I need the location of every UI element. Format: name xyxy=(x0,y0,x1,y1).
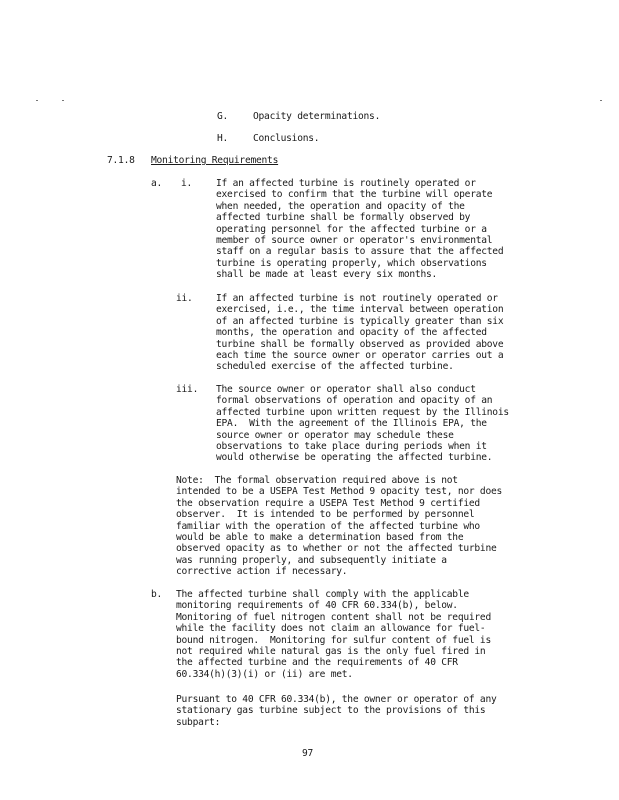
scan-mark xyxy=(62,100,64,101)
subitem-paragraph: The source owner or operator shall also conduct formal observations of operation and opacity of an affected turbine upon written request by the Illinois EPA. With the agreement of the Illinois EPA, the source owner or operator may schedule these observations to take place during periods when it would otherwise be operating the affected turbine. xyxy=(216,384,509,464)
subitem-paragraph: If an affected turbine is not routinely operated or exercised, i.e., the time interval between operation of an affected turbine is typically greater than six months, the operation and opacity of the affected turbine shall be formally observed as provided above each time the source owner or operator carries out a scheduled exercise of the affected turbine. xyxy=(216,293,504,373)
item-letter: a. xyxy=(151,178,163,189)
page-number: 97 xyxy=(302,748,314,759)
item-paragraph: Pursuant to 40 CFR 60.334(b), the owner or operator of any stationary gas turbine subject to the provisions of this subpart: xyxy=(176,694,497,728)
scan-mark xyxy=(36,100,38,101)
subitem-paragraph: If an affected turbine is routinely operated or exercised to confirm that the turbine will operate when needed, the operation and opacity of the affected turbine shall be formally observed by operating personnel for the affected turbine or a member of source owner or operator's environmental staff on a regular basis to assure that the affected turbine is operating properly, which observations shall be made at least every six months. xyxy=(216,178,504,281)
section-title: Monitoring Requirements xyxy=(151,155,279,166)
scan-mark xyxy=(600,100,602,101)
subitem-numeral: i. xyxy=(181,178,193,189)
note-paragraph: Note: The formal observation required above is not intended to be a USEPA Test Method 9 opacity test, nor does the observation require a USEPA Test Method 9 certified observer. It is intended to be performed by personnel familiar with the operation of the affected turbine who would be able to make a determination based from the observed opacity as to whether or not the affected turbine was running properly, and subsequently initiate a corrective action if necessary. xyxy=(176,475,503,578)
outline-letter: G. xyxy=(217,111,229,122)
item-letter: b. xyxy=(151,589,163,600)
section-number: 7.1.8 xyxy=(107,155,135,166)
item-paragraph: The affected turbine shall comply with the applicable monitoring requirements of 40 CFR 60.334(b), below. Monitoring of fuel nitrogen content shall not be required while the facility does not claim an allowance for fuel- bound nitrogen. Monitoring for sulfur content of fuel is not required while natural gas is the only fuel fired in the affected turbine and the requirements of 40 CFR 60.334(h)(3)(i) or (ii) are met. xyxy=(176,589,491,680)
outline-text: Opacity determinations. xyxy=(253,111,381,122)
subitem-numeral: ii. xyxy=(176,293,193,304)
outline-text: Conclusions. xyxy=(253,133,320,144)
outline-letter: H. xyxy=(217,133,229,144)
subitem-numeral: iii. xyxy=(176,384,199,395)
